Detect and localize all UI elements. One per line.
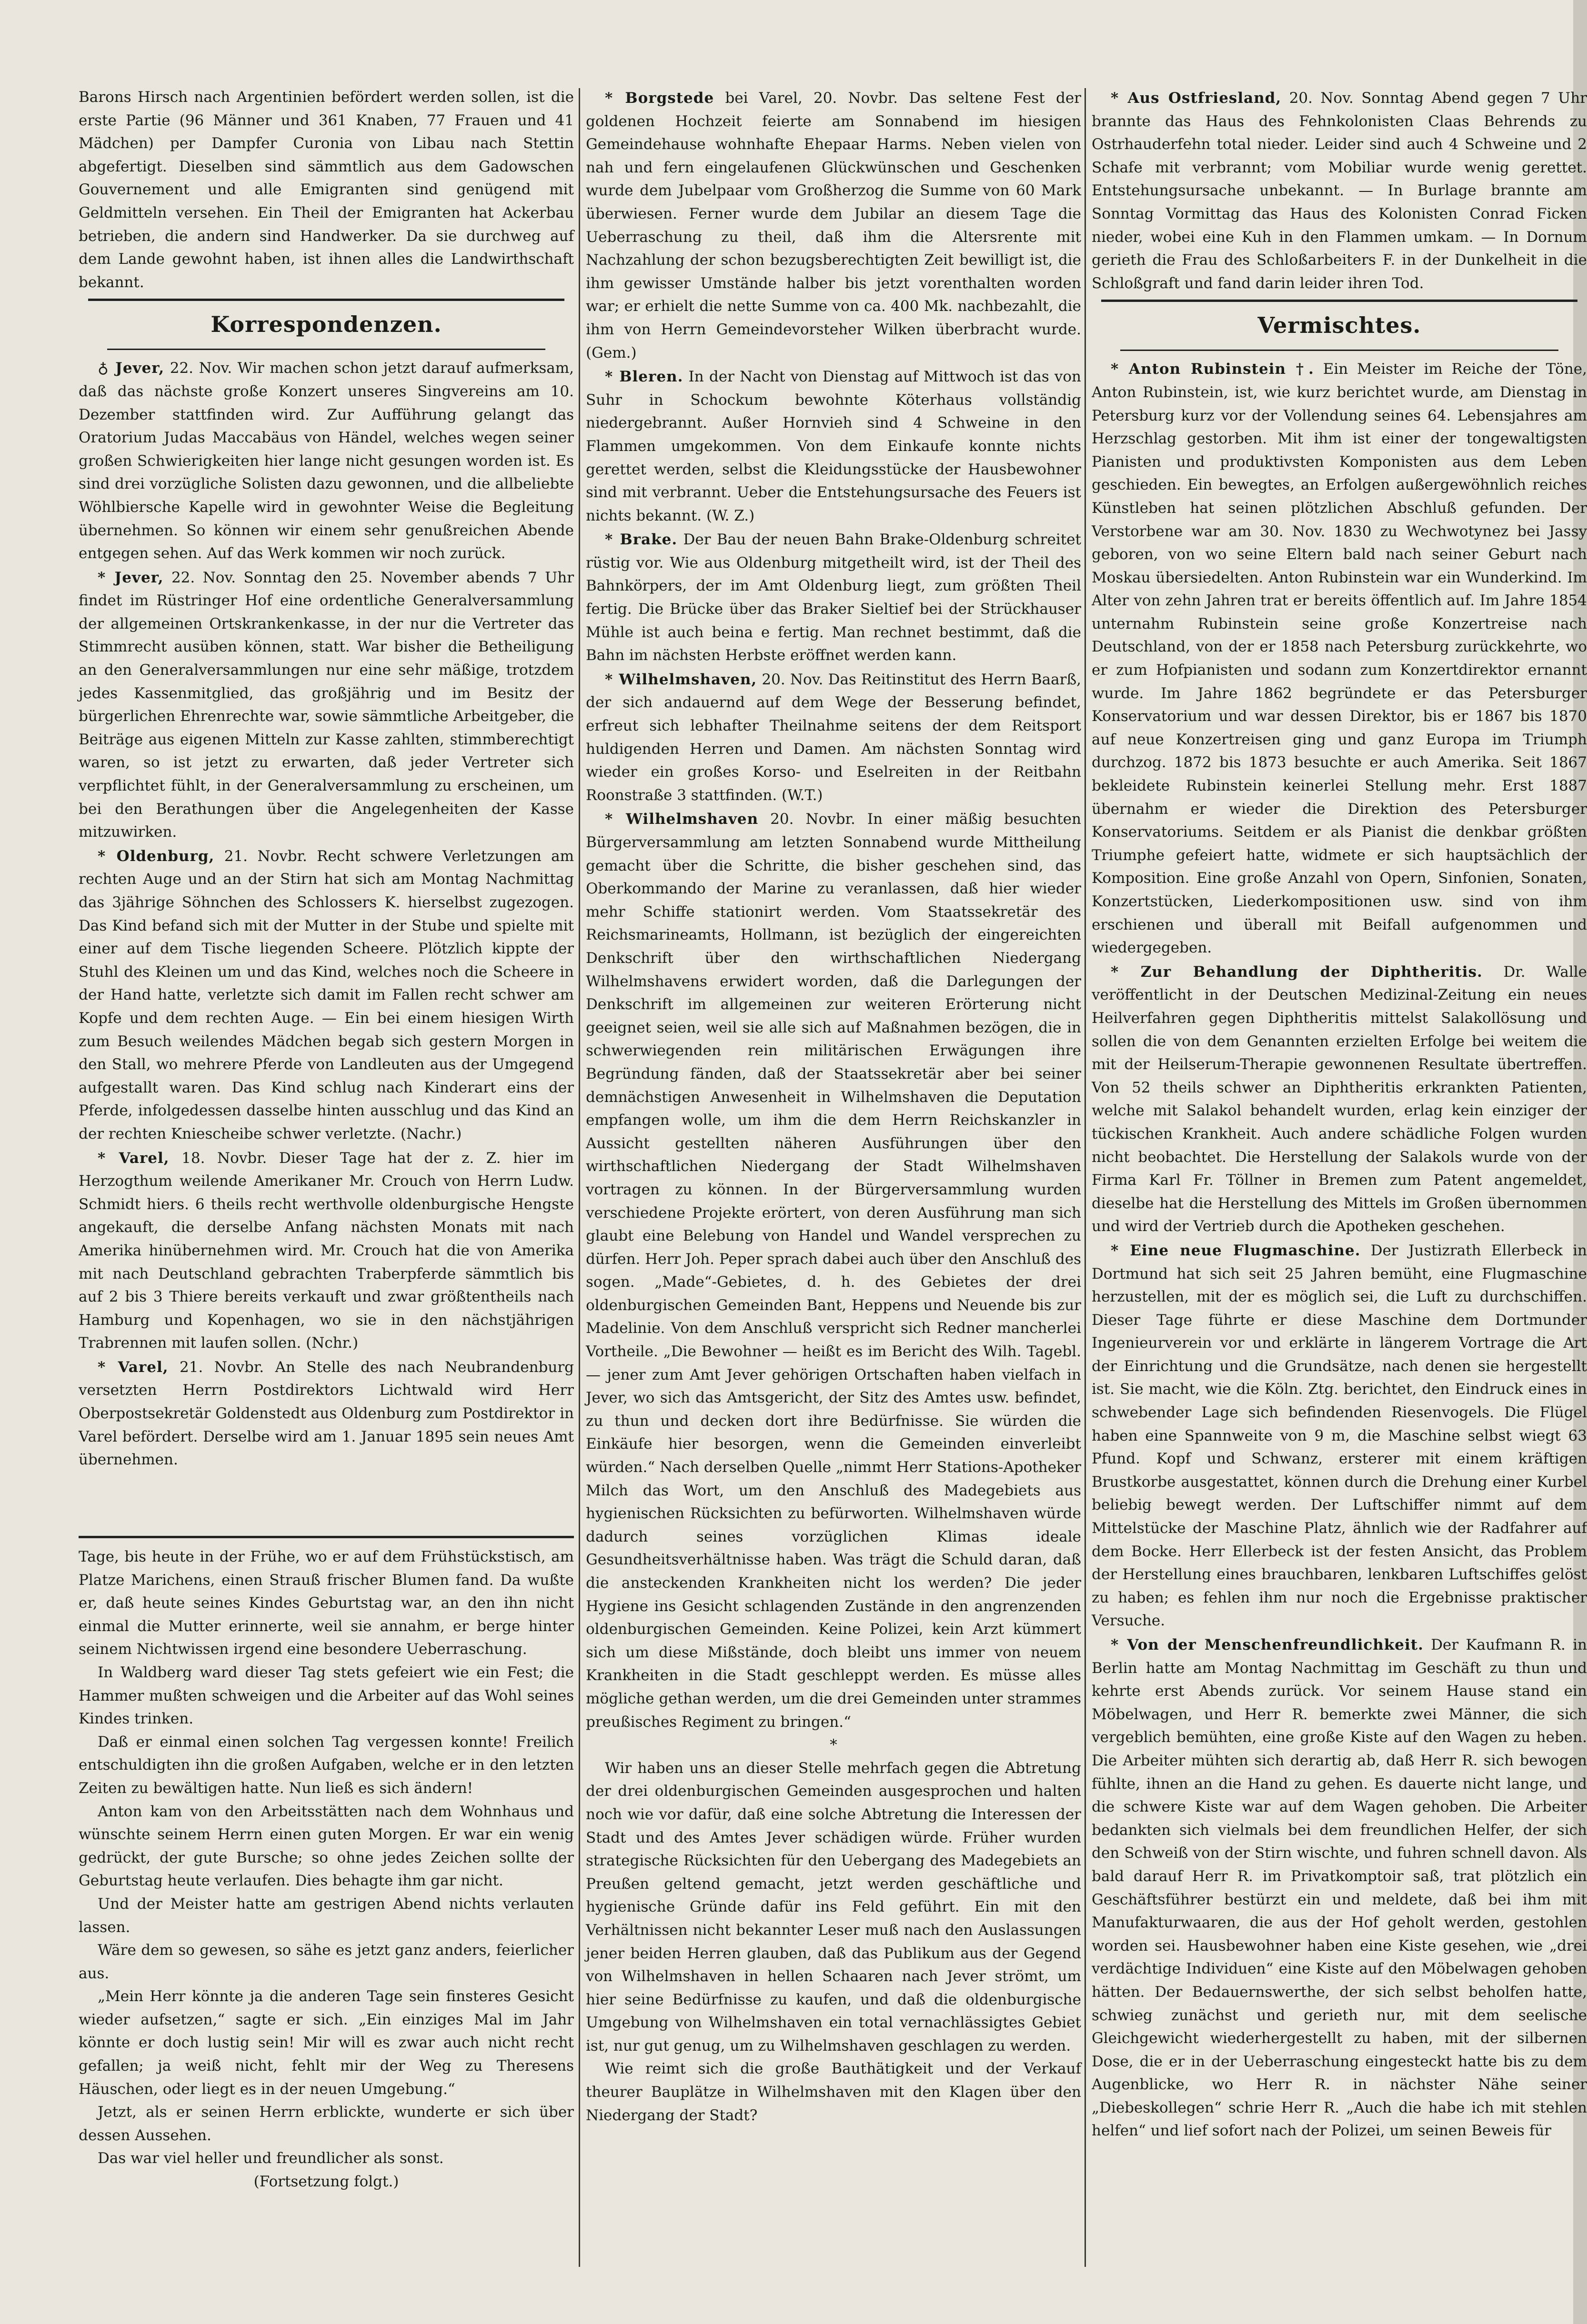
article-text: Der Justizrath Ellerbeck in Dortmund hat sich seit 25 Jahren bemüht, eine Flugmaschine herzustellen, mit der es möglich sei, die Luft zu durchschiffen. Dieser Tage führte er diese Maschine dem Dortmunder Ingenieurverein vor und erklärte in längerem Vortrage die Art der Einrichtung und die Grundsätze, nach denen sie hergestellt ist. Sie macht, wie die Köln. Ztg. berichtet, den Eindruck eines in schwebender Lage sich befindenden Riesenvogels. Die Flügel haben eine Spannweite von 9 m, die Maschine selbst wiegt 63 Pfund. Kopf und Schwanz, ersterer mit einem kräftigen Brustkorbe ausgestattet, können durch die Drehung einer Kurbel beliebig bewegt werden. Der Luftschiffer nimmt auf dem Mittelstücke der Maschine Platz, ähnlich wie der Radfahrer auf dem Bocke. Herr Ellerbeck ist der festen Ansicht, das Problem der Herstellung eines brauchbaren, lenkbaren Luftschiffes gelöst zu haben; es fehlen ihm nur noch die Ergebnisse praktischer Versuche. xyxy=(1092,1242,1587,1630)
article-entry xyxy=(1092,358,1587,959)
article-entry xyxy=(586,528,1081,667)
feuilleton-paragraph: Anton kam von den Arbeitsstätten nach dem Wohnhaus und wünschte seinem Herrn einen guten Morgen. Er war ein wenig gedrückt, der gute Bursche; so ohne jedes Zeichen sollte der Geburtstag heute verlaufen. Dies behagte ihm gar nicht. xyxy=(79,1803,574,1890)
feuilleton-column xyxy=(79,1545,574,2250)
article-entry xyxy=(586,87,1081,364)
article-lead: * Wilhelmshaven, xyxy=(605,671,757,688)
article-text: Der Bau der neuen Bahn Brake-Oldenburg schreitet rüstig vor. Wie aus Oldenburg mitgetheilt wird, ist der Theil des Bahnkörpers, der im Amt Oldenburg liegt, zum größten Theil fertig. Die Brücke über das Braker Sieltief bei der Strückhauser Mühle ist auch beina e fertig. Man rechnet bestimmt, daß die Bahn im nächsten Herbste eröffnet werden kann. xyxy=(586,531,1081,664)
article-text: 22. Nov. Wir machen schon jetzt darauf aufmerksam, daß das nächste große Konzert unseres Singvereins am 10. Dezember stattfinden wird. Zur Aufführung gelangt das Oratorium Judas Maccabäus von Händel, welches wegen seiner großen Schwierigkeiten hier lange nicht gesungen worden ist. Es sind drei vorzügliche Solisten dazu gewonnen, und die allbeliebte Wöhlbiersche Kapelle wird in gewohnter Weise die Begleitung übernehmen. So können wir einem sehr genußreichen Abende entgegen sehen. Auf das Werk kommen wir noch zurück. xyxy=(79,360,574,562)
article-lead: * Borgstede xyxy=(605,90,714,107)
section-rule xyxy=(107,349,545,350)
article-text: Dr. Walle veröffentlicht in der Deutschen Medizinal-Zeitung ein neues Heilverfahren gegen Diphtheritis mittelst Salakollösung und sollen die von dem Genannten erzielten Erfolge bei weitem die mit der Heilserum-Therapie gewonnenen Resultate übertreffen. Von 52 theils schwer an Diphtheritis erkrankten Patienten, welche mit Salakol behandelt wurden, erlag kein einziger der tückischen Krankheit. Auch andere schädliche Folgen wurden nicht beobachtet. Die Herstellung der Salakols wurde von der Firma Karl Fr. Töllner in Bremen zum Patent angemeldet, dieselbe hat die Herstellung des Mittels im Großen übernommen und wird der Vertrieb durch die Apotheken geschehen. xyxy=(1092,963,1587,1235)
article-lead: * Anton Rubinstein †. xyxy=(1111,361,1314,378)
feuilleton-footer: (Fortsetzung folgt.) xyxy=(253,2173,399,2191)
article-entry xyxy=(1092,87,1587,295)
article-entry xyxy=(1092,961,1587,1238)
column-2 xyxy=(586,86,1081,2267)
feuilleton-paragraph: Tage, bis heute in der Frühe, wo er auf dem Frühstückstisch, am Platze Marichens, einen Strauß frischer Blumen fand. Da wußte er, daß heute seines Kindes Geburtstag war, an den ihn nicht einmal die Mutter erinnerte, weil sie annahm, er berge hinter seinem Nichtwissen irgend eine besondere Ueberraschung. xyxy=(79,1548,574,1658)
feuilleton-paragraph: In Waldberg ward dieser Tag stets gefeiert wie ein Fest; die Hammer mußten schweigen und die Arbeiter auf das Wohl seines Kindes trinken. xyxy=(79,1663,574,1728)
feuilleton-paragraph: Jetzt, als er seinen Herrn erblickte, wunderte er sich über dessen Aussehen. xyxy=(79,2104,574,2144)
article-entry xyxy=(79,357,574,565)
feuilleton-paragraph: Und der Meister hatte am gestrigen Abend nichts verlauten lassen. xyxy=(79,1895,574,1936)
article-text: 21. Novbr. Recht schwere Verletzungen am rechten Auge und an der Stirn hat sich am Montag Nachmittag das 3jährige Söhnchen des Schlossers K. hierselbst zugezogen. Das Kind befand sich mit der Mutter in der Stube und spielte mit einer auf dem Tische liegenden Scheere. Plötzlich kippte der Stuhl des Kleinen um und das Kind, welches noch die Scheere in der Hand hatte, verletzte sich damit im Fallen recht schwer am Kopfe und dem rechten Auge. — Ein bei einem hiesigen Wirth zum Besuch weilendes Mädchen begab sich gestern Morgen in den Stall, wo mehrere Pferde von Landleuten aus der Umgegend aufgestallt waren. Das Kind schlug nach Kinderart eins der Pferde, infolgedessen dasselbe hinten ausschlug und das Kind an der rechten Kniescheibe schwer verletzte. (Nachr.) xyxy=(79,847,574,1142)
article-text: 20. Nov. Sonntag Abend gegen 7 Uhr brannte das Haus des Fehnkolonisten Claas Behrends zu Ostrhauderfehn total nieder. Leider sind auch 4 Schweine und 2 Schafe mit verbrannt; vom Mobiliar wurde wenig gerettet. Entstehungsursache unbekannt. — In Burlage brannte am Sonntag Vormittag das Haus des Kolonisten Conrad Ficken nieder, wobei eine Kuh in den Flammen umkam. — In Dornum gerieth die Frau des Schloßarbeiters F. in der Dunkelheit in die Schloßgraft und fand darin leider ihren Tod. xyxy=(1092,90,1587,292)
article-text: Ein Meister im Reiche der Töne, Anton Rubinstein, ist, wie kurz berichtet wurde, am Dienstag in Petersburg kurz vor der Vollendung seines 64. Lebensjahres am Herzschlag gestorben. Mit ihm ist einer der tongewaltigsten Pianisten und produktivsten Komponisten aus dem Leben geschieden. Ein bewegtes, an Erfolgen außergewöhnlich reiches Künstleben hat seinen plötzlichen Abschluß gefunden. Der Verstorbene war am 30. Nov. 1830 zu Wechwotynez bei Jassy geboren, von wo seine Eltern bald nach seiner Geburt nach Moskau übersiedelten. Anton Rubinstein war ein Wunderkind. Im Alter von zehn Jahren trat er bereits öffentlich auf. Im Jahre 1854 unternahm Rubinstein seine große Konzertreise nach Deutschland, von der er 1858 nach Petersburg zurückkehrte, wo er zum Hofpianisten und sodann zum Konzertdirektor ernannt wurde. Im Jahre 1862 begründete er das Petersburger Konservatorium und war dessen Direktor, bis er 1867 bis 1870 auf neue Konzertreisen ging und ganz Europa im Triumph durchzog. 1872 bis 1873 besuchte er auch Amerika. Seit 1867 bekleidete Rubinstein keinerlei Stellung mehr. Erst 1887 übernahm er wieder die Direktion des Petersburger Konservatoriums. Seitdem er als Pianist die denkbar größten Triumphe gefeiert hatte, widmete er sich hauptsächlich der Komposition. Eine große Anzahl von Opern, Sinfonien, Sonaten, Konzertstücken, Liederkompositionen usw. sind von ihm erschienen und überall mit Beifall aufgenommen und wiedergegeben. xyxy=(1092,361,1587,957)
article-entry xyxy=(586,365,1081,527)
article-lead: * Jever, xyxy=(98,569,164,586)
article-text: 20. Nov. Das Reitinstitut des Herrn Baarß, der sich andauernd auf dem Wege der Besserung befindet, erfreut sich lebhafter Theilnahme seitens der dem Reitsport huldigenden Herren und Damen. Am nächsten Sonntag wird wieder ein großes Korso- und Eselreiten in der Reitbahn Roonstraße 3 stattfinden. (W.T.) xyxy=(586,671,1081,804)
article-lead: * Brake. xyxy=(605,531,678,549)
article-lead: * Bleren. xyxy=(605,368,683,386)
article-text: 18. Novbr. Dieser Tage hat der z. Z. hier im Herzogthum weilende Amerikaner Mr. Crouch von Herrn Ludw. Schmidt hiers. 6 theils recht werthvolle oldenburgische Hengste angekauft, die derselbe Anfang nächsten Monats mit nach Amerika hinübernehmen wird. Mr. Crouch hat die von Amerika mit nach Deutschland gebrachten Traberpferde sämmtlich bis auf 2 bis 3 Thiere bereits verkauft und zwar größtentheils nach Hamburg und Kopenhagen, wo sie in den nächstjährigen Trabrennen mit laufen sollen. (Nchr.) xyxy=(79,1149,574,1352)
commentary-paragraph: Wir haben uns an dieser Stelle mehrfach gegen die Abtretung der drei oldenburgischen Gemeinden ausgesprochen und halten noch wie vor dafür, daß eine solche Abtretung die Interessen der Stadt und des Amtes Jever schädigen würde. Früher wurden strategische Rücksichten für den Uebergang des Madegebiets an Preußen geltend gemacht, jetzt werden geschäftliche und hygienische Gründe dafür ins Feld geführt. Ein mit den Verhältnissen nicht bekannter Leser muß nach den Auslassungen jener beiden Herren glauben, daß das Publikum aus der Gegend von Wilhelmshaven in hellen Schaaren nach Jever strömt, um hier seine Bedürfnisse zu kaufen, und daß die oldenburgische Umgebung von Wilhelmshaven ein total vernachlässigtes Gebiet ist, nur gut genug, um zu Wilhelmshaven geschlagen zu werden. xyxy=(586,1759,1081,2054)
article-text: bei Varel, 20. Novbr. Das seltene Fest der goldenen Hochzeit feierte am Sonnabend im hiesigen Gemeindehause wohnhafte Ehepaar Harms. Neben vielen von nah und fern eingelaufenen Glückwünschen und Geschenken wurde dem Jubelpaar vom Großherzog die Summe von 60 Mark überwiesen. Ferner wurde dem Jubilar an diesem Tage die Ueberraschung zu theil, daß ihm die Altersrente mit Nachzahlung der schon bezugsberechtigten Zeit bewilligt ist, die ihm gewisser Umstände halber bis jetzt vorenthalten worden war; er erhielt die nette Summe von ca. 400 Mk. nachbezahlt, die ihm von Herrn Gemeindevorsteher Wilken überbracht wurde. (Gem.) xyxy=(586,90,1081,361)
article-lead: * Von der Menschenfreundlichkeit. xyxy=(1111,1636,1424,1653)
section-rule xyxy=(1101,300,1577,302)
column-divider xyxy=(579,88,580,2267)
article-entry xyxy=(79,1147,574,1355)
article-lead: * Wilhelmshaven xyxy=(605,811,759,828)
column-1 xyxy=(79,86,574,1524)
article-text: 20. Novbr. In einer mäßig besuchten Bürgerversammlung am letzten Sonnabend wurde Mittheilung gemacht über die Schritte, die bisher geschehen sind, das Oberkommando der Marine zu veranlassen, daß hier wieder mehr Schiffe stationirt werden. Vom Staatssekretär des Reichsmarineamts, Hollmann, ist bezüglich der eingereichten Denkschrift über den wirthschaftlichen Niedergang Wilhelmshavens erwidert worden, daß die Darlegungen der Denkschrift im allgemeinen zur weiteren Erörterung nicht geeignet seien, weil sie alle sich auf Maßnahmen bezögen, die in schwerwiegenden rein militärischen Erwägungen ihre Begründung fänden, daß der Staatssekretär aber bei seiner demnächstigen Anwesenheit in Wilhelmshaven die Deputation empfangen wolle, um ihm die dem Herrn Reichskanzler in Aussicht gestellten näheren Ausführungen über den wirthschaftlichen Niedergang der Stadt Wilhelmshaven vortragen zu können. In der Bürgerversammlung wurden verschiedene Projekte erörtert, von deren Ausführung man sich glaubt eine Belebung von Handel und Wandel versprechen zu dürfen. Herr Joh. Peper sprach dabei auch über den Anschluß des sogen. „Made“-Gebietes, d. h. des Gebietes der drei oldenburgischen Gemeinden Bant, Heppens und Neuende bis zur Madelinie. Von dem Anschluß verspricht sich Redner mancherlei Vortheile. „Die Bewohner — heißt es im Bericht des Wilh. Tagebl. — jener zum Amt Jever gehörigen Ortschaften haben vielfach in Jever, wo sich das Amtsgericht, der Sitz des Amtes usw. befindet, zu thun und decken dort ihre Bedürfnisse. Sie würden die Einkäufe hier besorgen, wenn die Gemeinden einverleibt würden.“ Nach derselben Quelle „nimmt Herr Stations-Apotheker Milch das Wort, um den Anschluß des Madegebiets aus hygienischen Rücksichten zu befürworten. Wilhelmshaven würde dadurch seines vorzüglichen Klimas ideale Gesundheitsverhältnisse haben. Was trägt die Schuld daran, daß die ansteckenden Krankheiten nicht los werden? Die jeder Hygiene ins Gesicht schlagenden Zustände in den angrenzenden oldenburgischen Gemeinden. Keine Polizei, kein Arzt kümmert sich um diese Mißstände, doch bleibt uns immer von neuem Krankheiten in die Stadt geschleppt werden. Es müsse alles mögliche gethan werden, um die drei Gemeinden unter strammes preußisches Regiment zu bringen.“ xyxy=(586,811,1081,1731)
section-heading-korrespondenzen: Korrespondenzen. xyxy=(211,311,442,338)
article-entry xyxy=(79,566,574,844)
article-text: Der Kaufmann R. in Berlin hatte am Montag Nachmittag im Geschäft zu thun und kehrte erst Abends zurück. Vor seinem Hause stand ein Möbelwagen, und Herr R. bemerkte zwei Männer, die sich vergeblich bemühten, eine große Kiste auf den Wagen zu heben. Die Arbeiter mühten sich derartig ab, daß Herr R. sich bewogen fühlte, ihnen an die Hand zu gehen. Es dauerte nicht lange, und die schwere Kiste war auf dem Wagen gehoben. Die Arbeiter bedankten sich vielmals bei dem freundlichen Helfer, der sich den Schweiß von der Stirn wischte, und fuhren schnell davon. Als bald darauf Herr R. im Privatkomptoir saß, trat plötzlich ein Geschäftsführer bestürzt ein und meldete, daß bei ihm mit Manufakturwaaren, die aus der Hof geholt werden, gestohlen worden sei. Hausbewohner haben eine Kiste gesehen, wie „drei verdächtige Individuen“ eine Kiste auf den Möbelwagen gehoben hätten. Der Bedauernswerthe, der sich selbst beholfen hatte, schwieg zunächst und gerieth nur, mit dem seelische Gleichgewicht wiederhergestellt zu haben, mit der silbernen Dose, die er in der Ueberraschung eingesteckt hatte bis zu dem Augenblicke, wo Herr R. in nächster Nähe seiner „Diebeskollegen“ schrie Herr R. „Auch die habe ich mit stehlen helfen“ und lief sofort nach der Polizei, um seinen Beweis für xyxy=(1092,1636,1587,2140)
article-entry xyxy=(586,668,1081,807)
section-rule xyxy=(1120,350,1558,351)
article-entry xyxy=(79,845,574,1146)
article-text: 21. Novbr. An Stelle des nach Neubrandenburg versetzten Herrn Postdirektors Lichtwald wird Herr Oberpostsekretär Goldenstedt aus Oldenburg zum Postdirektor in Varel befördert. Derselbe wird am 1. Januar 1895 sein neues Amt übernehmen. xyxy=(79,1358,574,1469)
intro-paragraph: Barons Hirsch nach Argentinien befördert werden sollen, ist die erste Partie (96 Männer und 361 Knaben, 77 Frauen und 41 Mädchen) per Dampfer Curonia von Libau nach Stettin abgefertigt. Dieselben sind sämmtlich aus dem Gadowschen Gouvernement und alle Emigranten sind genügend mit Geldmitteln versehen. Ein Theil der Emigranten hat Ackerbau betrieben, die andern sind Handwerker. Da sie durchweg auf dem Lande gewohnt haben, ist ihnen alles die Landwirthschaft bekannt. xyxy=(79,89,574,291)
article-text: In der Nacht von Dienstag auf Mittwoch ist das von Suhr in Schockum bewohnte Köterhaus vollständig niedergebrannt. Außer Hornvieh sind 4 Schweine in den Flammen umgekommen. Von dem Einkaufe konnte nichts gerettet werden, selbst die Kleidungsstücke der Hausbewohner sind mit verbrannt. Ueber die Entstehungsursache des Feuers ist nichts bekannt. (W. Z.) xyxy=(586,368,1082,524)
article-lead: ♁ Jever, xyxy=(98,360,165,377)
column-3 xyxy=(1092,86,1587,2267)
column-divider xyxy=(1085,88,1086,2267)
section-rule xyxy=(88,299,564,301)
article-lead: * Oldenburg, xyxy=(98,847,215,865)
feuilleton-paragraph: Das war viel heller und freundlicher als sonst. xyxy=(98,2150,444,2167)
section-heading-vermischtes: Vermischtes. xyxy=(1257,312,1421,339)
article-entry xyxy=(586,808,1081,1733)
article-lead: * Zur Behandlung der Diphtheritis. xyxy=(1111,963,1483,981)
feuilleton-paragraph: Daß er einmal einen solchen Tag vergessen konnte! Freilich entschuldigten ihn die großen Aufgaben, welche er in den letzten Zeiten zu bewältigen hatte. Nun ließ es sich ändern! xyxy=(79,1733,574,1797)
article-lead: * Varel, xyxy=(98,1358,169,1376)
feuilleton-rule xyxy=(79,1536,574,1538)
feuilleton-paragraph: Wäre dem so gewesen, so sähe es jetzt ganz anders, feierlicher aus. xyxy=(79,1942,574,1982)
article-text: 22. Nov. Sonntag den 25. November abends 7 Uhr findet im Rüstringer Hof eine ordentliche Generalversammlung der allgemeinen Ortskrankenkasse, in der nur die Vertreter das Stimmrecht ausüben können, statt. War bisher die Betheiligung an den Generalversammlungen nur eine sehr mäßige, trotzdem jedes Kassenmitglied, das großjährig und im Besitz der bürgerlichen Ehrenrechte war, sowie sämmtliche Arbeitgeber, die Beiträge aus eigenen Mitteln zur Kasse zahlten, stimmberechtigt waren, so ist jetzt zu erwarten, daß jeder Vertreter sich verpflichtet fühlt, in der Generalversammlung zu erscheinen, um bei den Berathungen über die Angelegenheiten der Kasse mitzuwirken. xyxy=(79,569,574,841)
article-lead: * Varel, xyxy=(98,1149,170,1167)
article-lead: * Aus Ostfriesland, xyxy=(1111,90,1282,107)
feuilleton-paragraph: „Mein Herr könnte ja die anderen Tage sein finsteres Gesicht wieder aufsetzen,“ sagte er sich. „Ein einziges Mal im Jahr könnte er doch lustig sein! Mir will es zwar auch nicht recht gefallen; ja weiß nicht, fehlt mir der Weg zu Theresens Häuschen, oder liegt es in der neuen Umgebung.“ xyxy=(79,1988,574,2098)
article-lead: * Eine neue Flugmaschine. xyxy=(1111,1242,1361,1259)
commentary-paragraph: Wie reimt sich die große Bauthätigkeit und der Verkauf theurer Bauplätze in Wilhelmshaven mit den Klagen über den Niedergang der Stadt? xyxy=(586,2060,1081,2124)
article-entry xyxy=(1092,1239,1587,1633)
separator-asterisk: * xyxy=(830,1736,837,1754)
article-entry xyxy=(79,1356,574,1472)
article-entry xyxy=(1092,1633,1587,2143)
